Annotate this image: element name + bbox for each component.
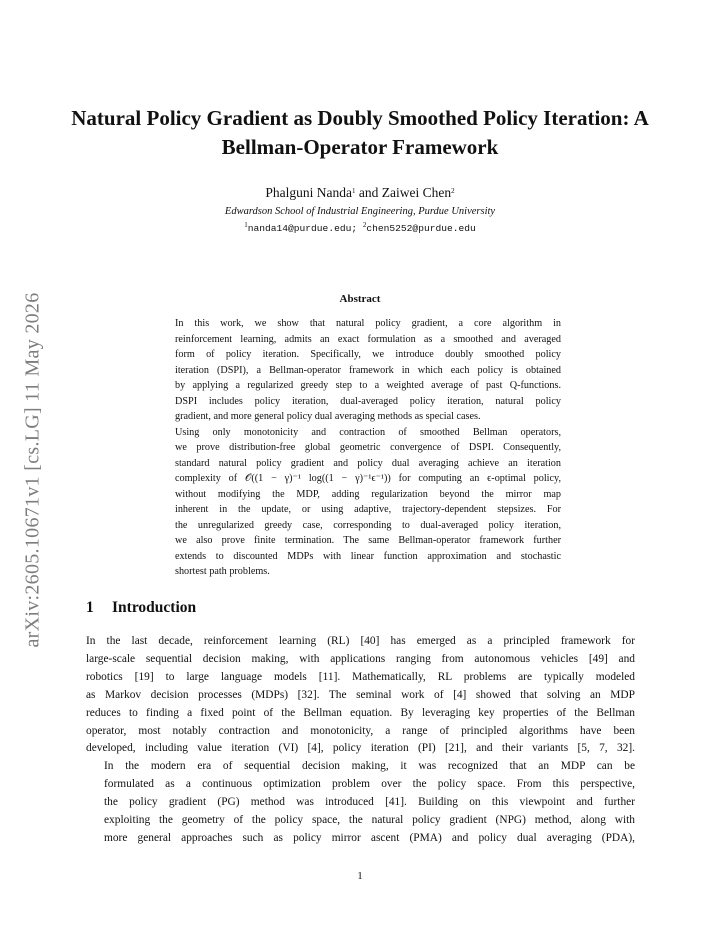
- text-line: the policy gradient (PG) method was introduced [41]. Building on this viewpoint and further: [104, 796, 635, 809]
- text-line: inherent in the update, or using adaptive, trajectory-dependent stepsizes. For: [175, 504, 561, 515]
- text-line: as Markov decision processes (MDPs) [32]. The seminal work of [4] showed that solving an MDP: [86, 688, 635, 701]
- text-line: form of policy iteration. Specifically, we introduce doubly smoothed policy: [175, 349, 561, 360]
- author-emails: [60, 222, 660, 236]
- affiliation: Edwardson School of Industrial Engineering, Purdue University: [224, 206, 496, 217]
- text-line: large-scale sequential decision making, with applications ranging from autonomous vehicles [49] and: [86, 652, 635, 665]
- page-number: 1: [357, 870, 363, 882]
- text-line: DSPI includes policy iteration, dual-averaged policy iteration, natural policy: [175, 395, 561, 407]
- affiliation-marker: 1: [244, 221, 248, 229]
- text-line: developed, including value iteration (VI) [4], policy iteration (PI) [21], and their variants [5, 7, 32].: [86, 742, 635, 755]
- text-line: In the modern era of sequential decision making, it was recognized that an MDP can be: [104, 760, 635, 773]
- text-line: by applying a regularized greedy step to a weighted average of past Q-functions.: [175, 380, 561, 391]
- text-line: standard natural policy gradient and policy dual averaging achieve an iteration: [175, 457, 561, 469]
- text-line: operator, most notably contraction and monotonicity, a range of principled algorithms have been: [86, 724, 635, 737]
- text-line: without modifying the MDP, adding regularization beyond the mirror map: [175, 488, 561, 500]
- text-line: gradient, and more general policy dual averaging methods as special cases.: [175, 411, 481, 422]
- author-line: [60, 184, 660, 202]
- arxiv-identifier-stamp: arXiv:2605.10671v1 [cs.LG] 11 May 2026: [21, 292, 44, 648]
- affiliation-marker: 2: [451, 187, 455, 195]
- email-separator: ;: [351, 223, 363, 234]
- author-name: Phalguni Nanda: [265, 185, 352, 200]
- text-line: In this work, we show that natural policy gradient, a core algorithm in: [175, 318, 561, 329]
- text-line: Using only monotonicity and contraction of smoothed Bellman operators,: [175, 426, 561, 438]
- text-line: robotics [19] to large language models [11]. Mathematically, RL problems are typically modeled: [86, 670, 635, 683]
- text-line: complexity of 𝒪((1 − γ)⁻¹ log((1 − γ)⁻¹ϵ⁻¹)) for computing an ϵ-optimal policy,: [175, 473, 561, 484]
- body-paragraph: [86, 758, 635, 848]
- text-line: we prove distribution-free global geometric convergence of DSPI. Consequently,: [175, 442, 561, 453]
- section-number: 1: [86, 599, 94, 616]
- text-line: shortest path problems.: [175, 566, 270, 577]
- text-line: we also prove finite termination. The same Bellman-operator framework further: [175, 535, 561, 546]
- text-line: exploiting the geometry of the policy space, the natural policy gradient (NPG) method, along with: [104, 814, 635, 827]
- affiliation-marker: 1: [352, 187, 356, 195]
- abstract-heading: Abstract: [339, 293, 381, 305]
- author-separator: and: [355, 185, 382, 200]
- abstract-paragraph: [159, 316, 561, 425]
- email-link[interactable]: nanda14@purdue.edu: [247, 223, 352, 234]
- introduction-body: [86, 633, 635, 848]
- text-line: the unregularized greedy case, corresponding to dual-averaged policy iteration,: [175, 519, 561, 531]
- text-line: reinforcement learning, admits an exact formulation as a smoothed and averaged: [175, 333, 561, 345]
- paper-title: Natural Policy Gradient as Doubly Smoothed Policy Iteration: A Bellman-Operator Framework: [71, 106, 649, 159]
- text-line: formulated as a continuous optimization problem over the policy space. From this perspective,: [104, 778, 635, 791]
- abstract-body: [159, 316, 561, 580]
- abstract-paragraph: [159, 425, 561, 580]
- email-link[interactable]: chen5252@purdue.edu: [366, 223, 476, 234]
- text-line: reduces to finding a fixed point of the Bellman equation. By leveraging key properties of the Bellman: [86, 706, 635, 719]
- author-name: Zaiwei Chen: [381, 185, 452, 200]
- text-line: iteration (DSPI), a Bellman-operator framework in which each policy is obtained: [175, 364, 561, 376]
- section-heading: [86, 599, 196, 617]
- body-paragraph: [86, 633, 635, 758]
- text-line: extends to discounted MDPs with linear function approximation and stochastic: [175, 550, 561, 562]
- section-title: Introduction: [112, 599, 197, 616]
- text-line: In the last decade, reinforcement learning (RL) [40] has emerged as a principled framework for: [86, 635, 635, 647]
- text-line: more general approaches such as policy mirror ascent (PMA) and policy dual averaging (PDA),: [104, 831, 635, 844]
- affiliation-marker: 2: [362, 221, 367, 229]
